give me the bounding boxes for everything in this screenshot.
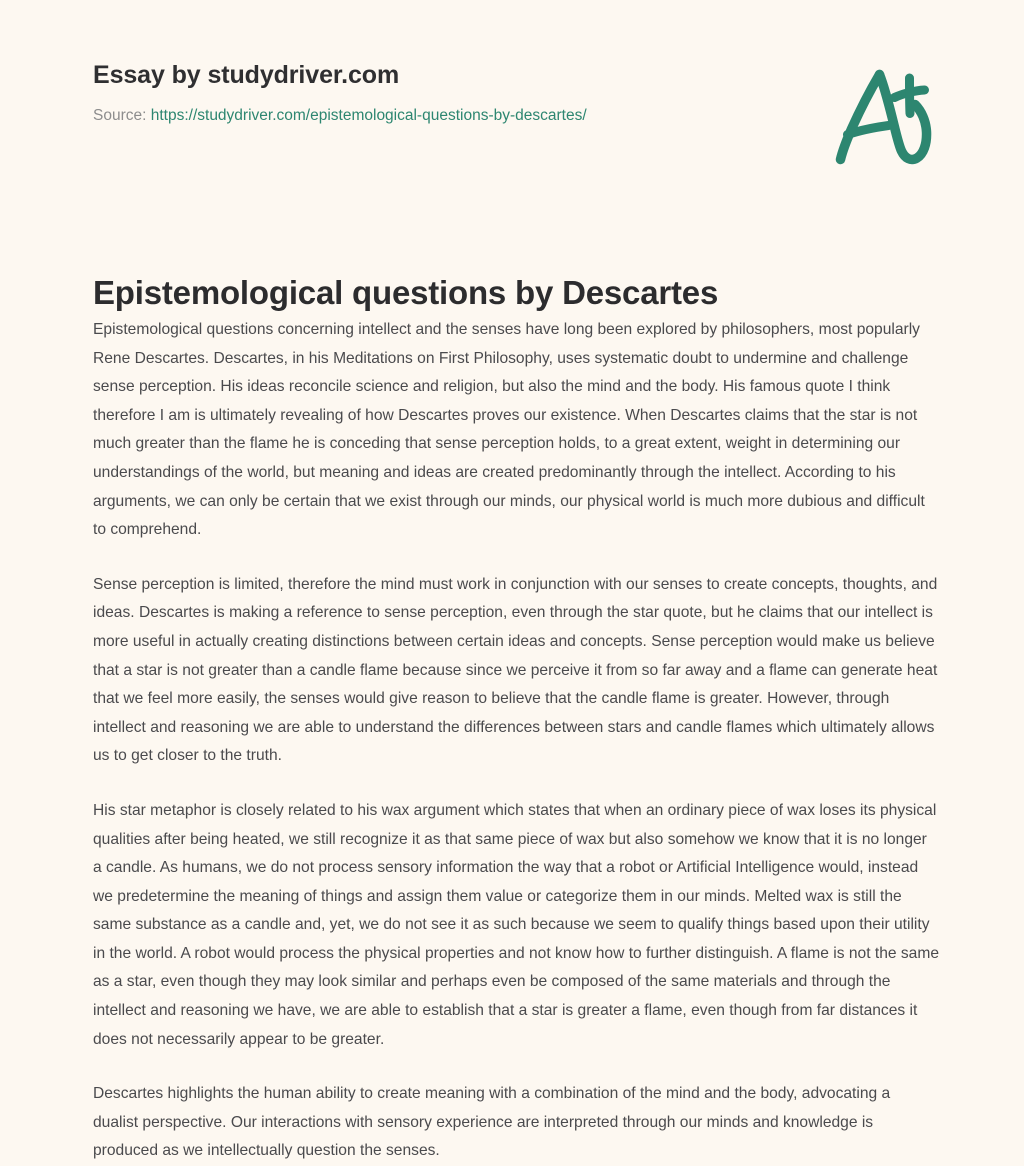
source-line <box>93 106 933 126</box>
page-title: Epistemological questions by Descartes <box>93 274 719 312</box>
brand-line: Essay by studydriver.com <box>93 61 400 89</box>
a-plus-logo-icon <box>824 58 942 180</box>
essay-paragraph: Epistemological questions concerning intellect and the senses have long been explored by philosophers, most popularly Rene Descartes. Descartes, in his Meditations on First Philosophy, uses systematic doubt to undermine and challenge sense perception. His ideas reconcile science and religion, but also the mind and the body. His famous quote I think therefore I am is ultimately revealing of how Descartes proves our existence. When Descartes claims that the star is not much greater than the flame he is conceding that sense perception holds, to a great extent, weight in determining our understandings of the world, but meaning and ideas are created predominantly through the intellect. According to his arguments, we can only be certain that we exist through our minds, our physical world is much more dubious and difficult to comprehend. <box>93 321 925 539</box>
essay-body <box>93 316 939 1166</box>
essay-paragraph: Descartes highlights the human ability to create meaning with a combination of the mind and the body, advocating a dualist perspective. Our interactions with sensory experience are interpreted through our minds and knowledge is produced as we intellectually question the senses. <box>93 1085 891 1160</box>
source-url-link[interactable]: https://studydriver.com/epistemological-questions-by-descartes/ <box>150 107 587 124</box>
essay-paragraph: Sense perception is limited, therefore the mind must work in conjunction with our senses to create concepts, thoughts, and ideas. Descartes is making a reference to sense perception, even through the star quote, but he claims that our intellect is more useful in actually creating distinctions between certain ideas and concepts. Sense perception would make us believe that a star is not greater than a candle flame because since we perceive it from so far away and a flame can generate heat that we feel more easily, the senses would give reason to believe that the candle flame is greater. However, through intellect and reasoning we are able to understand the differences between stars and candle flames which ultimately allows us to get closer to the truth. <box>93 575 938 765</box>
page-header <box>93 60 933 180</box>
studydriver-a-plus-logo <box>824 58 942 180</box>
essay-paragraph: His star metaphor is closely related to his wax argument which states that when an ordinary piece of wax loses its physical qualities after being heated, we still recognize it as that same piece of wax but also somehow we know that it is no longer a candle. As humans, we do not process sensory information the way that a robot or Artificial Intelligence would, instead we predetermine the meaning of things and assign them value or categorize them in our minds. Melted wax is still the same substance as a candle and, yet, we do not see it as such because we seem to qualify things based upon their utility in the world. A robot would process the physical properties and not know how to further distinguish. A flame is not the same as a star, even though they may look similar and perhaps even be composed of the same materials and through the intellect and reasoning we have, we are able to establish that a star is greater a flame, even though from far distances it does not necessarily appear to be greater. <box>93 801 939 1048</box>
source-label: Source: <box>93 107 147 124</box>
